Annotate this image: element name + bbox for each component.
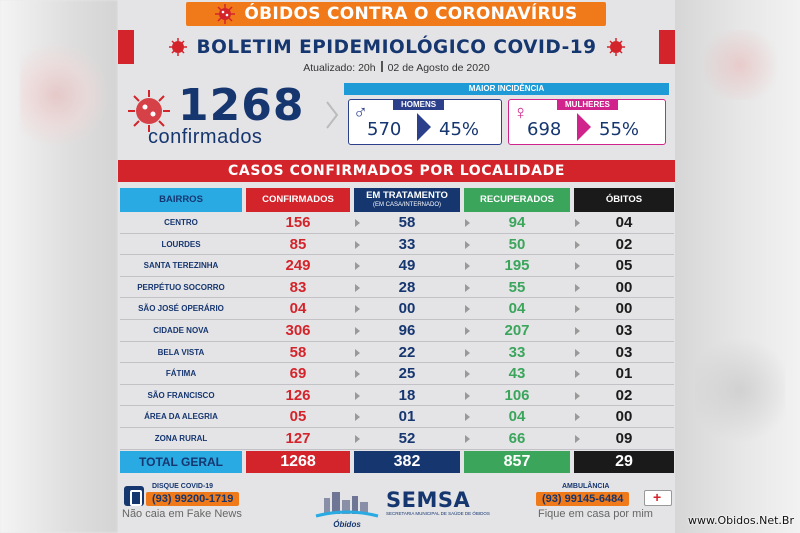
bulletin-title: BOLETIM EPIDEMIOLÓGICO COVID-19: [196, 36, 597, 58]
row-arrow-icon: [575, 435, 580, 443]
ambulance-label: AMBULÂNCIA: [562, 483, 610, 490]
arrow-right-icon: [577, 113, 591, 141]
women-box: [508, 99, 666, 145]
hotline-number: (93) 99200-1719: [146, 492, 239, 506]
confirmados-value: 127: [285, 430, 311, 447]
obitos-value: 00: [615, 300, 633, 318]
banner-title: ÓBIDOS CONTRA O CORONAVÍRUS: [244, 4, 578, 24]
header-obitos: ÓBITOS: [574, 188, 674, 212]
header-tratamento-sub: (EM CASA/INTERNADO): [372, 202, 441, 208]
women-percent: 55%: [599, 119, 640, 140]
row-arrow-icon: [465, 413, 470, 421]
row-arrow-icon: [575, 349, 580, 357]
total-recuperados: 857: [464, 451, 570, 473]
confirmados-value: 306: [285, 322, 311, 339]
row-arrow-icon: [465, 392, 470, 400]
table-row: [118, 363, 675, 385]
tratamento-value: 18: [398, 386, 416, 404]
watermark: www.Obidos.Net.Br: [688, 514, 794, 527]
recuperados-value: 94: [508, 214, 526, 231]
tratamento-value: 33: [398, 235, 416, 253]
header-confirmados: CONFIRMADOS: [246, 188, 350, 212]
table-row: [118, 428, 675, 450]
men-box: [348, 99, 502, 145]
bairro-name: CENTRO: [164, 218, 198, 227]
chevron-right-icon: [325, 100, 339, 130]
row-arrow-icon: [355, 435, 360, 443]
row-arrow-icon: [465, 327, 470, 335]
men-count: 570: [367, 119, 402, 140]
obidos-logo: [314, 488, 380, 528]
incidence-caption: MAIOR INCIDÊNCIA: [344, 83, 669, 95]
fake-news-note: Não caia em Fake News: [122, 508, 242, 520]
hotline-label: DISQUE COVID-19: [152, 483, 214, 490]
tratamento-value: 96: [398, 322, 416, 339]
ambulance-line: [532, 484, 672, 508]
header-recuperados: RECUPERADOS: [464, 188, 570, 212]
tratamento-value: 52: [398, 430, 416, 447]
section-title: CASOS CONFIRMADOS POR LOCALIDADE: [118, 160, 675, 182]
tratamento-value: 58: [398, 214, 416, 231]
row-arrow-icon: [575, 413, 580, 421]
recuperados-value: 66: [508, 430, 526, 447]
men-label: HOMENS: [393, 99, 444, 110]
obidos-logo-text: Óbidos: [333, 520, 361, 529]
recuperados-value: 43: [508, 365, 526, 383]
table-row: [118, 385, 675, 407]
confirmed-summary: [126, 80, 326, 154]
row-arrow-icon: [355, 349, 360, 357]
row-arrow-icon: [575, 219, 580, 227]
obitos-value: 02: [615, 235, 633, 253]
obitos-value: 00: [615, 278, 633, 296]
total-label: TOTAL GERAL: [120, 451, 242, 473]
header-bairros: BAIRROS: [120, 188, 242, 212]
confirmados-value: 05: [289, 408, 307, 426]
confirmed-label: confirmados: [148, 126, 263, 148]
row-arrow-icon: [465, 349, 470, 357]
row-arrow-icon: [465, 370, 470, 378]
row-arrow-icon: [575, 262, 580, 270]
confirmados-value: 85: [289, 235, 307, 253]
total-obitos: 29: [574, 451, 674, 473]
bairro-name: BELA VISTA: [157, 347, 205, 357]
row-arrow-icon: [355, 241, 360, 249]
updated-date: 02 de Agosto de 2020: [387, 62, 490, 74]
row-arrow-icon: [465, 262, 470, 270]
covid-bulletin-poster: [118, 0, 675, 533]
top-banner: [186, 2, 606, 26]
row-arrow-icon: [575, 284, 580, 292]
confirmados-value: 58: [289, 343, 307, 361]
table-row: [118, 342, 675, 364]
semsa-logo: [386, 488, 494, 516]
arrow-right-icon: [417, 113, 431, 141]
row-arrow-icon: [355, 262, 360, 270]
row-arrow-icon: [465, 241, 470, 249]
recuperados-value: 04: [508, 408, 526, 426]
city-skyline-icon: [314, 488, 380, 520]
stay-home-note: Fique em casa por mim: [538, 508, 653, 520]
header-tratamento-label: EM TRATAMENTO: [366, 190, 448, 201]
row-arrow-icon: [575, 241, 580, 249]
women-label: MULHERES: [557, 99, 618, 110]
obitos-value: 03: [615, 322, 633, 339]
tratamento-value: 25: [398, 365, 416, 383]
bulletin-title-strip: [118, 30, 675, 64]
recuperados-value: 55: [508, 278, 526, 296]
obitos-value: 02: [615, 386, 633, 404]
hotline: [122, 484, 262, 508]
confirmados-value: 126: [285, 386, 311, 404]
confirmados-value: 83: [289, 278, 307, 296]
table-row: [118, 298, 675, 320]
row-arrow-icon: [465, 219, 470, 227]
row-arrow-icon: [465, 305, 470, 313]
bairro-name: SÃO FRANCISCO: [147, 390, 215, 400]
total-confirmados: 1268: [246, 451, 350, 473]
footer: [118, 480, 675, 533]
total-tratamento: 382: [354, 451, 460, 473]
virus-icon: [214, 3, 236, 25]
bairro-name: ÁREA DA ALEGRIA: [144, 412, 218, 422]
row-arrow-icon: [465, 435, 470, 443]
recuperados-value: 207: [504, 322, 530, 339]
bairro-name: SÃO JOSÉ OPERÁRIO: [138, 304, 224, 314]
recuperados-value: 50: [508, 235, 526, 253]
incidence-panel: [344, 83, 669, 149]
obitos-value: 03: [615, 343, 633, 361]
semsa-subtitle: SECRETARIA MUNICIPAL DE SAÚDE DE ÓBIDOS: [386, 511, 490, 516]
table-row: [118, 255, 675, 277]
table-row: [118, 212, 675, 234]
row-arrow-icon: [355, 327, 360, 335]
separator: [381, 61, 383, 72]
row-arrow-icon: [465, 284, 470, 292]
tratamento-value: 00: [398, 300, 416, 318]
tratamento-value: 01: [398, 408, 416, 426]
ambulance-number: (93) 99145-6484: [536, 492, 629, 506]
tratamento-value: 49: [398, 257, 416, 275]
row-arrow-icon: [355, 219, 360, 227]
tratamento-value: 22: [398, 343, 416, 361]
row-arrow-icon: [575, 370, 580, 378]
confirmados-value: 156: [285, 214, 311, 231]
table-row: [118, 277, 675, 299]
updated-time: Atualizado: 20h: [303, 62, 376, 74]
confirmados-value: 69: [289, 365, 307, 383]
recuperados-value: 195: [504, 257, 530, 275]
bairro-name: CIDADE NOVA: [153, 326, 209, 335]
male-symbol-icon: ♂: [353, 102, 368, 124]
obitos-value: 01: [615, 365, 633, 383]
virus-icon: [605, 36, 627, 58]
confirmados-value: 04: [289, 300, 307, 318]
bairro-name: SANTA TEREZINHA: [143, 261, 219, 271]
row-arrow-icon: [355, 284, 360, 292]
female-symbol-icon: ♀: [513, 102, 528, 124]
bairro-name: FÁTIMA: [165, 369, 197, 379]
table-row: [118, 320, 675, 342]
tratamento-value: 28: [398, 278, 416, 296]
updated-line: [118, 61, 675, 74]
bairro-name: ZONA RURAL: [154, 434, 208, 443]
obitos-value: 05: [615, 257, 633, 275]
table-row: [118, 406, 675, 428]
obitos-value: 04: [615, 214, 633, 231]
bairro-name: LOURDES: [161, 239, 201, 249]
row-divider: [120, 449, 674, 450]
virus-icon: [167, 36, 189, 58]
ambulance-icon: [644, 490, 672, 506]
recuperados-value: 04: [508, 300, 526, 318]
confirmados-value: 249: [285, 257, 311, 275]
obitos-value: 00: [615, 408, 633, 426]
recuperados-value: 33: [508, 343, 526, 361]
row-arrow-icon: [355, 413, 360, 421]
semsa-title: SEMSA: [386, 488, 471, 512]
table-row: [118, 234, 675, 256]
row-arrow-icon: [575, 392, 580, 400]
row-arrow-icon: [575, 305, 580, 313]
obitos-value: 09: [615, 430, 633, 447]
bairro-name: PERPÉTUO SOCORRO: [137, 282, 225, 292]
men-percent: 45%: [439, 119, 480, 140]
recuperados-value: 106: [504, 386, 530, 404]
confirmed-count: 1268: [178, 80, 305, 131]
blurred-background-left: [0, 0, 118, 533]
total-row: [118, 451, 675, 475]
header-tratamento: [354, 188, 460, 212]
women-count: 698: [527, 119, 562, 140]
phone-icon: [124, 486, 144, 506]
row-arrow-icon: [355, 370, 360, 378]
row-arrow-icon: [355, 392, 360, 400]
row-arrow-icon: [355, 305, 360, 313]
blurred-background-right: [675, 0, 800, 533]
row-arrow-icon: [575, 327, 580, 335]
